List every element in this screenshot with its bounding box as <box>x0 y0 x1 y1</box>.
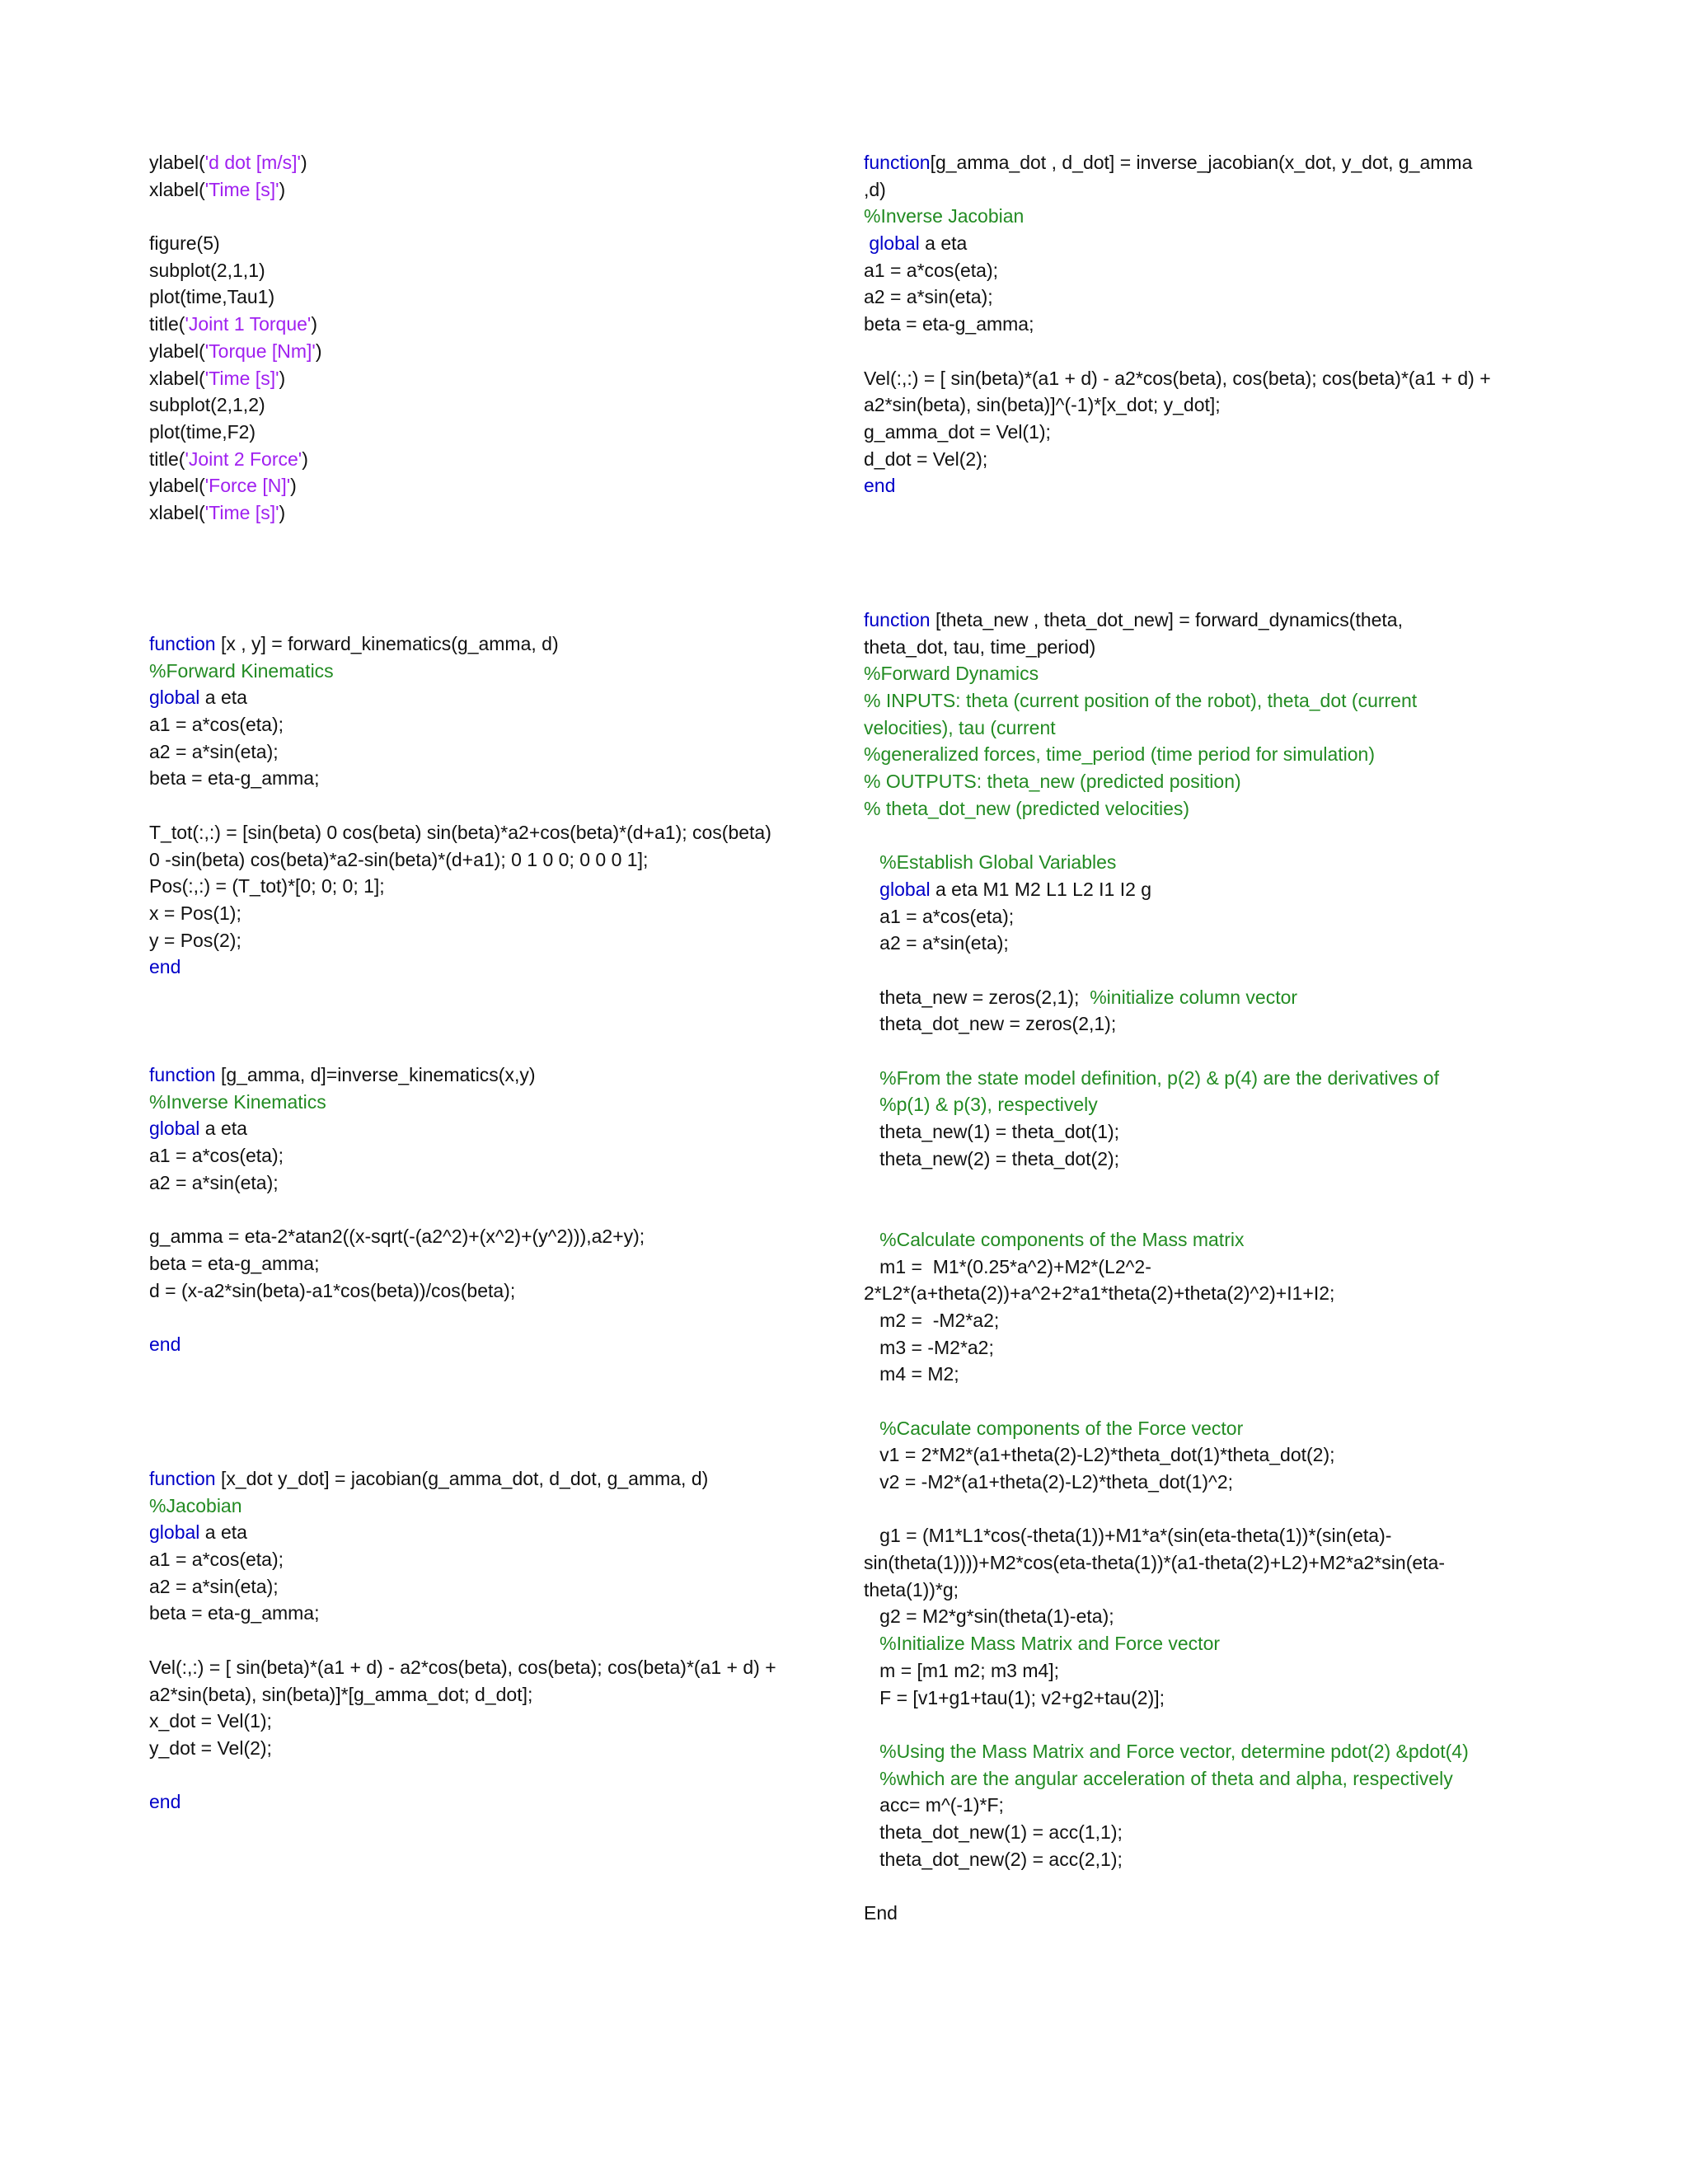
code-text: a2 = a*sin(eta); <box>149 740 279 762</box>
code-line <box>864 1226 1469 1254</box>
code-comment: %Caculate components of the Force vector <box>864 1417 1244 1439</box>
code-comment: %Using the Mass Matrix and Force vector, determine pdot(2) &pdot(4) <box>864 1740 1469 1762</box>
blank-line <box>864 1388 1469 1415</box>
code-line <box>149 1169 645 1197</box>
code-line <box>149 499 321 527</box>
code-line <box>149 630 771 658</box>
code-text: ) <box>311 313 317 335</box>
code-line <box>149 1142 645 1169</box>
code-text: 0 -sin(beta) cos(beta)*a2-sin(beta)*(d+a1); 0 1 0 0; 0 0 0 1]; <box>149 848 649 870</box>
code-line <box>864 419 1491 446</box>
code-line <box>149 1573 776 1601</box>
code-line <box>149 284 321 311</box>
code-line <box>149 711 771 738</box>
code-line <box>864 176 1491 204</box>
code-text: theta(1))*g; <box>864 1578 959 1601</box>
code-line <box>864 1091 1469 1118</box>
code-text: ) <box>315 340 322 362</box>
code-line <box>864 1846 1469 1873</box>
blank-line <box>149 1627 776 1654</box>
code-line <box>149 257 321 284</box>
blank-line <box>864 1199 1469 1226</box>
code-text: F = [v1+g1+tau(1); v2+g2+tau(2)]; <box>864 1686 1165 1708</box>
code-line <box>864 1469 1469 1496</box>
code-line <box>864 1603 1469 1630</box>
code-keyword: end <box>149 1791 181 1813</box>
code-line <box>149 1735 776 1762</box>
code-line <box>864 1146 1469 1173</box>
code-text: beta = eta-g_amma; <box>149 1252 320 1274</box>
code-keyword: end <box>149 956 181 978</box>
code-string: 'Joint 2 Force' <box>185 448 302 470</box>
code-line <box>864 1522 1469 1549</box>
code-line <box>864 930 1469 957</box>
code-line <box>864 1792 1469 1819</box>
code-line <box>149 1708 776 1735</box>
blank-line <box>149 203 321 230</box>
code-line <box>149 846 771 874</box>
code-line <box>864 660 1469 687</box>
code-line <box>864 472 1491 499</box>
code-line <box>149 1115 645 1142</box>
code-text: d_dot = Vel(2); <box>864 448 988 470</box>
code-text: a1 = a*cos(eta); <box>864 905 1015 927</box>
code-line <box>149 419 321 446</box>
blank-line <box>864 957 1469 984</box>
code-line <box>864 1441 1469 1469</box>
code-text: [x , y] = forward_kinematics(g_amma, d) <box>215 633 559 654</box>
code-comment: velocities), tau (current <box>864 716 1056 738</box>
code-string: 'Time [s]' <box>204 178 279 200</box>
blank-line <box>149 1304 645 1331</box>
code-keyword: global <box>149 687 200 709</box>
code-text: a2 = a*sin(eta); <box>149 1575 279 1597</box>
code-line <box>864 1900 1469 1927</box>
code-comment: %Forward Dynamics <box>864 663 1039 685</box>
code-text: a eta <box>919 232 968 255</box>
code-text: y_dot = Vel(2); <box>149 1736 272 1759</box>
code-comment: %Inverse Kinematics <box>149 1090 326 1113</box>
code-comment: %which are the angular acceleration of theta and alpha, respectively <box>864 1767 1453 1789</box>
code-text: xlabel( <box>149 367 205 389</box>
code-text: subplot(2,1,2) <box>149 394 265 416</box>
code-line <box>149 1331 645 1358</box>
code-line <box>864 715 1469 742</box>
code-comment: %Initialize Mass Matrix and Force vector <box>864 1633 1221 1655</box>
code-comment: %p(1) & p(3), respectively <box>864 1094 1098 1116</box>
code-text: 2*L2*(a+theta(2))+a^2+2*a1*theta(2)+theta(2)^2)+I1+I2; <box>864 1282 1335 1305</box>
code-line <box>149 1062 645 1089</box>
code-line <box>149 1519 776 1546</box>
code-text: theta_new = zeros(2,1); <box>864 986 1090 1008</box>
code-keyword: end <box>149 1333 181 1355</box>
code-line <box>864 768 1469 795</box>
code-text: m4 = M2; <box>864 1363 959 1385</box>
code-line <box>149 1250 645 1277</box>
code-line <box>149 1223 645 1250</box>
code-text: a1 = a*cos(eta); <box>864 259 999 281</box>
code-text: sin(theta(1))))+M2*cos(eta-theta(1))*(a1-theta(2)+L2)+M2*a2*sin(eta- <box>864 1552 1445 1574</box>
code-text: [theta_new , theta_dot_new] = forward_dynamics(theta, <box>930 609 1403 630</box>
code-comment: % theta_dot_new (predicted velocities) <box>864 797 1190 819</box>
code-text: a1 = a*cos(eta); <box>149 714 284 736</box>
code-line <box>149 900 771 927</box>
code-text: ylabel( <box>149 475 205 497</box>
forward-kinematics-block <box>149 630 771 981</box>
code-text: End <box>864 1902 898 1924</box>
code-text: ) <box>300 152 307 173</box>
code-text: ) <box>302 448 308 470</box>
code-text: beta = eta-g_amma; <box>149 1602 320 1624</box>
code-line <box>864 1254 1469 1281</box>
code-line <box>864 741 1469 768</box>
code-comment: %Calculate components of the Mass matrix <box>864 1228 1245 1250</box>
code-line <box>864 1657 1469 1685</box>
code-text: a2*sin(beta), sin(beta)]^(-1)*[x_dot; y_dot]; <box>864 394 1221 416</box>
code-text: y = Pos(2); <box>149 929 241 951</box>
code-line <box>864 203 1491 230</box>
code-line <box>864 607 1469 634</box>
code-text: a1 = a*cos(eta); <box>149 1145 284 1167</box>
code-text: T_tot(:,:) = [sin(beta) 0 cos(beta) sin(beta)*a2+cos(beta)*(d+a1); cos(beta) <box>149 821 771 843</box>
code-text: ) <box>279 367 286 389</box>
code-text: m = [m1 m2; m3 m4]; <box>864 1659 1060 1681</box>
code-text: ,d) <box>864 178 886 200</box>
code-text: [x_dot y_dot] = jacobian(g_amma_dot, d_dot, g_amma, d) <box>215 1468 709 1489</box>
code-text: Vel(:,:) = [ sin(beta)*(a1 + d) - a2*cos(beta), cos(beta); cos(beta)*(a1 + d) + <box>149 1656 776 1678</box>
blank-line <box>864 1172 1469 1199</box>
plot-script-block <box>149 149 321 527</box>
code-line <box>864 230 1491 257</box>
code-string: 'Time [s]' <box>204 367 279 389</box>
code-text: d = (x-a2*sin(beta)-a1*cos(beta))/cos(beta); <box>149 1279 516 1301</box>
code-line <box>864 1819 1469 1846</box>
code-line <box>149 684 771 711</box>
code-text: v2 = -M2*(a1+theta(2)-L2)*theta_dot(1)^2; <box>864 1471 1234 1493</box>
code-line <box>149 230 321 257</box>
code-text: a2 = a*sin(eta); <box>864 286 993 308</box>
code-text: theta_dot, tau, time_period) <box>864 635 1096 658</box>
blank-line <box>149 792 771 819</box>
code-line <box>864 446 1491 473</box>
code-text: figure(5) <box>149 232 220 255</box>
code-text: Pos(:,:) = (T_tot)*[0; 0; 0; 1]; <box>149 875 385 898</box>
inverse-jacobian-block <box>864 149 1491 499</box>
code-line <box>864 1118 1469 1146</box>
code-text: theta_dot_new = zeros(2,1); <box>864 1013 1117 1035</box>
code-text: ylabel( <box>149 152 205 173</box>
code-text: subplot(2,1,1) <box>149 259 265 281</box>
code-line <box>864 795 1469 823</box>
code-string: 'd dot [m/s]' <box>204 152 301 173</box>
code-text: beta = eta-g_amma; <box>149 767 320 790</box>
code-line <box>149 1600 776 1627</box>
code-text: g2 = M2*g*sin(theta(1)-eta); <box>864 1605 1114 1628</box>
code-comment: %From the state model definition, p(2) & p(4) are the derivatives of <box>864 1066 1439 1089</box>
code-line <box>149 738 771 766</box>
code-text: plot(time,F2) <box>149 420 256 443</box>
code-text: a eta <box>199 687 247 709</box>
code-line <box>864 1334 1469 1361</box>
code-line <box>149 819 771 846</box>
code-line <box>864 284 1491 311</box>
code-line <box>149 1493 776 1520</box>
code-string: 'Torque [Nm]' <box>204 340 316 362</box>
blank-line <box>864 1496 1469 1523</box>
code-line <box>864 1765 1469 1793</box>
code-text: g1 = (M1*L1*cos(-theta(1))+M1*a*(sin(eta-theta(1))*(sin(eta)- <box>864 1525 1392 1547</box>
code-text: g_amma_dot = Vel(1); <box>864 420 1051 443</box>
code-keyword: global <box>869 232 920 255</box>
blank-line <box>149 1762 776 1789</box>
code-text: a eta <box>199 1521 247 1544</box>
code-line <box>864 687 1469 715</box>
code-line <box>864 365 1491 392</box>
code-line <box>864 1549 1469 1577</box>
code-text: [g_amma, d]=inverse_kinematics(x,y) <box>215 1064 536 1085</box>
code-text: ) <box>279 178 286 200</box>
code-keyword: function <box>864 609 931 630</box>
code-comment: %initialize column vector <box>1090 986 1298 1008</box>
code-text: a2*sin(beta), sin(beta)]*[g_amma_dot; d_dot]; <box>149 1683 533 1705</box>
code-line <box>149 391 321 419</box>
code-line <box>864 1577 1469 1604</box>
code-line <box>149 1681 776 1708</box>
code-text: beta = eta-g_amma; <box>864 313 1034 335</box>
code-keyword: end <box>864 475 896 497</box>
code-text: x_dot = Vel(1); <box>149 1710 272 1732</box>
code-comment: %Jacobian <box>149 1494 242 1516</box>
code-text: [g_amma_dot , d_dot] = inverse_jacobian(x_dot, y_dot, g_amma <box>930 152 1473 173</box>
code-line <box>864 849 1469 876</box>
code-line <box>864 1307 1469 1334</box>
code-line <box>864 391 1491 419</box>
code-text: a2 = a*sin(eta); <box>864 932 1009 954</box>
code-line <box>864 1738 1469 1765</box>
blank-line <box>864 338 1491 365</box>
code-text: xlabel( <box>149 501 205 523</box>
forward-dynamics-block <box>864 607 1469 1927</box>
code-text: a1 = a*cos(eta); <box>149 1549 284 1571</box>
code-comment: %Inverse Jacobian <box>864 205 1025 227</box>
code-text: ) <box>290 475 297 497</box>
code-text: ylabel( <box>149 340 205 362</box>
code-comment: % OUTPUTS: theta_new (predicted position) <box>864 771 1241 793</box>
code-line <box>149 873 771 900</box>
code-comment: %generalized forces, time_period (time period for simulation) <box>864 743 1376 766</box>
code-line <box>149 1654 776 1681</box>
code-line <box>149 311 321 338</box>
code-line <box>149 658 771 685</box>
code-text: theta_dot_new(1) = acc(1,1); <box>864 1821 1123 1843</box>
code-string: 'Time [s]' <box>204 501 279 523</box>
code-string: 'Force [N]' <box>204 475 291 497</box>
code-text: title( <box>149 448 185 470</box>
code-keyword: function <box>864 152 931 173</box>
code-comment: % INPUTS: theta (current position of the robot), theta_dot (current <box>864 690 1418 712</box>
code-line <box>864 984 1469 1011</box>
code-text: v1 = 2*M2*(a1+theta(2)-L2)*theta_dot(1)*theta_dot(2); <box>864 1444 1335 1466</box>
code-line <box>149 149 321 176</box>
code-keyword: function <box>149 633 216 654</box>
inverse-kinematics-block <box>149 1062 645 1358</box>
code-text: theta_dot_new(2) = acc(2,1); <box>864 1848 1123 1870</box>
code-line <box>149 365 321 392</box>
code-line <box>864 876 1469 903</box>
code-text: title( <box>149 313 185 335</box>
blank-line <box>864 1872 1469 1900</box>
code-text: g_amma = eta-2*atan2((x-sqrt(-(a2^2)+(x^2)+(y^2))),a2+y); <box>149 1226 645 1248</box>
blank-line <box>864 1038 1469 1065</box>
code-keyword: function <box>149 1468 216 1489</box>
code-line <box>864 257 1491 284</box>
code-keyword: global <box>149 1118 200 1140</box>
code-line <box>864 1280 1469 1307</box>
code-line <box>864 1361 1469 1388</box>
code-text: plot(time,Tau1) <box>149 286 275 308</box>
code-line <box>149 927 771 954</box>
code-line <box>149 446 321 473</box>
code-line <box>864 1685 1469 1712</box>
code-comment: %Establish Global Variables <box>864 851 1117 874</box>
code-line <box>149 954 771 981</box>
code-text: acc= m^(-1)*F; <box>864 1794 1004 1816</box>
code-line <box>864 149 1491 176</box>
code-line <box>149 1546 776 1573</box>
jacobian-block <box>149 1465 776 1816</box>
code-keyword: global <box>879 878 931 900</box>
blank-line <box>864 823 1469 850</box>
code-line <box>864 311 1491 338</box>
code-text: a eta <box>199 1118 247 1140</box>
code-line <box>864 634 1469 661</box>
code-text: theta_new(1) = theta_dot(1); <box>864 1121 1120 1143</box>
code-line <box>149 1465 776 1493</box>
code-text: theta_new(2) = theta_dot(2); <box>864 1147 1120 1169</box>
code-text: m1 = M1*(0.25*a^2)+M2*(L2^2- <box>864 1255 1151 1277</box>
code-line <box>149 765 771 792</box>
code-text: x = Pos(1); <box>149 902 241 924</box>
code-line <box>864 1010 1469 1038</box>
code-keyword: function <box>149 1064 216 1085</box>
code-line <box>149 338 321 365</box>
code-string: 'Joint 1 Torque' <box>185 313 312 335</box>
code-text: xlabel( <box>149 178 205 200</box>
code-line <box>864 1630 1469 1657</box>
code-text: ) <box>279 501 286 523</box>
code-text: Vel(:,:) = [ sin(beta)*(a1 + d) - a2*cos(beta), cos(beta); cos(beta)*(a1 + d) + <box>864 367 1491 389</box>
code-line <box>864 903 1469 930</box>
code-line <box>864 1065 1469 1092</box>
code-line <box>149 1788 776 1816</box>
code-keyword: global <box>149 1521 200 1544</box>
code-text: m2 = -M2*a2; <box>864 1309 1000 1331</box>
code-line <box>864 1415 1469 1442</box>
code-comment: %Forward Kinematics <box>149 659 334 682</box>
code-line <box>149 1277 645 1305</box>
code-line <box>149 1089 645 1116</box>
code-text: a2 = a*sin(eta); <box>149 1171 279 1193</box>
code-line <box>149 472 321 499</box>
code-text: m3 = -M2*a2; <box>864 1336 994 1358</box>
blank-line <box>864 1711 1469 1738</box>
code-text: a eta M1 M2 L1 L2 I1 I2 g <box>930 878 1152 900</box>
code-text <box>864 879 879 900</box>
code-line <box>149 176 321 204</box>
blank-line <box>149 1196 645 1223</box>
